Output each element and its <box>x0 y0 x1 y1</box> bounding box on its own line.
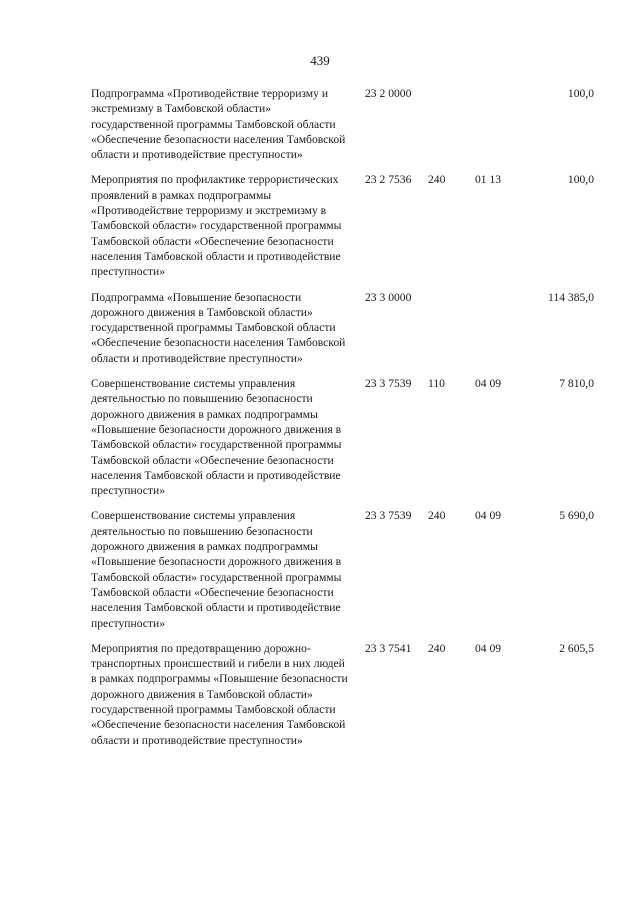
page-number: 439 <box>310 53 330 68</box>
row-section: 04 09 <box>475 641 502 655</box>
row-expense-type: 240 <box>428 641 446 655</box>
row-description: Совершенствование системы управления деятельностью по повышению безопасности дорожного движения в рамках подпрограммы «Повышение безопасности дорожного движения в Тамбовской области» государственной программы Тамбовской области «Обеспечение безопасности населения Тамбовской области и противодействие преступности» <box>91 509 342 630</box>
row-section: 04 09 <box>475 509 502 523</box>
row-description: Мероприятия по профилактике террористических проявлений в рамках подпрограммы «Противодействие терроризму и экстремизму в Тамбовской области» государственной программы Тамбовской области «Обеспечение безопасности населения Тамбовской области и противодействие преступности» <box>91 173 342 279</box>
row-target-code: 23 2 7536 <box>365 173 412 187</box>
row-sum: 7 810,0 <box>559 377 594 391</box>
row-target-code: 23 3 7539 <box>365 377 412 391</box>
row-target-code: 23 3 7541 <box>365 641 412 655</box>
row-target-code: 23 2 0000 <box>365 87 412 100</box>
row-description: Подпрограмма «Противодействие терроризму и экстремизму в Тамбовской области» государственной программы Тамбовской области «Обеспечение безопасности населения Тамбовской области и противодействие преступности» <box>91 87 346 162</box>
table-row <box>0 508 640 630</box>
row-sum: 2 605,5 <box>559 641 594 655</box>
row-sum: 114 385,0 <box>548 290 594 304</box>
row-sum: 100,0 <box>567 87 594 100</box>
row-expense-type: 110 <box>428 377 445 391</box>
row-section: 01 13 <box>475 173 502 187</box>
row-description: Совершенствование системы управления деятельностью по повышению безопасности дорожного движения в рамках подпрограммы «Повышение безопасности дорожного движения в Тамбовской области» государственной программы Тамбовской области «Обеспечение безопасности населения Тамбовской области и противодействие преступности» <box>91 377 342 498</box>
table-row <box>0 376 640 498</box>
table-row <box>0 172 640 279</box>
row-expense-type: 240 <box>428 173 446 187</box>
row-target-code: 23 3 0000 <box>365 290 412 304</box>
row-description: Мероприятия по предотвращению дорожно-транспортных происшествий и гибели в них людей в рамках подпрограммы «Повышение безопасности дорожного движения в Тамбовской области» государственной программы Тамбовской области «Обеспечение безопасности населения Тамбовской области и противодействие преступности» <box>91 641 348 747</box>
row-sum: 5 690,0 <box>559 509 594 523</box>
table-row <box>0 86 640 162</box>
row-sum: 100,0 <box>567 173 594 187</box>
row-expense-type: 240 <box>428 509 446 523</box>
row-section: 04 09 <box>475 377 502 391</box>
budget-table <box>0 86 640 748</box>
table-row <box>0 641 640 748</box>
row-description: Подпрограмма «Повышение безопасности дорожного движения в Тамбовской области» государственной программы Тамбовской области «Обеспечение безопасности населения Тамбовской области и противодействие преступности» <box>91 290 346 365</box>
table-row <box>0 290 640 366</box>
row-target-code: 23 3 7539 <box>365 509 412 523</box>
